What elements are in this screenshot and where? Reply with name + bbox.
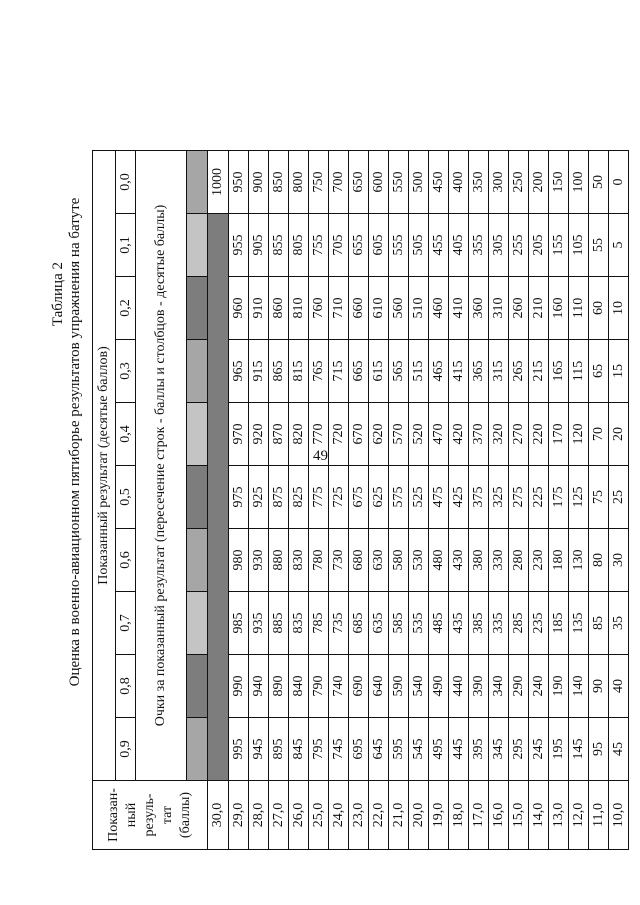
points-cell: 745 xyxy=(329,718,349,781)
points-cell: 940 xyxy=(249,655,269,718)
points-cell: 655 xyxy=(349,214,369,277)
result-cell: 25,0 xyxy=(309,781,329,850)
table-row xyxy=(309,151,329,850)
points-cell: 580 xyxy=(389,529,409,592)
points-cell: 355 xyxy=(469,214,489,277)
points-cell: 415 xyxy=(449,340,469,403)
result-cell: 15,0 xyxy=(509,781,529,850)
points-cell: 85 xyxy=(589,592,609,655)
points-cell: 480 xyxy=(429,529,449,592)
points-cell: 645 xyxy=(369,718,389,781)
points-cell: 295 xyxy=(509,718,529,781)
points-cell: 650 xyxy=(349,151,369,214)
rotated-table-page xyxy=(48,32,638,852)
points-cell: 500 xyxy=(409,151,429,214)
tenths-header-cell: 0,1 xyxy=(116,214,136,277)
points-cell: 455 xyxy=(429,214,449,277)
points-cell: 400 xyxy=(449,151,469,214)
points-cell: 545 xyxy=(409,718,429,781)
points-cell: 300 xyxy=(489,151,509,214)
table-label: Таблица 2 xyxy=(50,262,66,327)
points-cell: 870 xyxy=(269,403,289,466)
tenths-header-cell: 0,6 xyxy=(116,529,136,592)
shaded-cell xyxy=(187,655,208,718)
shaded-cell xyxy=(187,718,208,781)
points-cell: 820 xyxy=(289,403,309,466)
points-cell: 985 xyxy=(229,592,249,655)
points-cell: 120 xyxy=(569,403,589,466)
points-cell: 25 xyxy=(609,466,629,529)
points-cell: 135 xyxy=(569,592,589,655)
points-cell: 705 xyxy=(329,214,349,277)
tenths-header-cell: 0,8 xyxy=(116,655,136,718)
tenths-header-cell: 0,5 xyxy=(116,466,136,529)
points-cell: 535 xyxy=(409,592,429,655)
points-cell: 730 xyxy=(329,529,349,592)
points-cell: 405 xyxy=(449,214,469,277)
result-column-header xyxy=(93,781,208,850)
table-row xyxy=(449,151,469,850)
points-cell: 445 xyxy=(449,718,469,781)
points-cell: 700 xyxy=(329,151,349,214)
points-cell: 760 xyxy=(309,277,329,340)
points-cell: 20 xyxy=(609,403,629,466)
points-cell: 470 xyxy=(429,403,449,466)
points-cell: 495 xyxy=(429,718,449,781)
table-row xyxy=(469,151,489,850)
points-cell: 55 xyxy=(589,214,609,277)
points-cell: 475 xyxy=(429,466,449,529)
result-cell: 30,0 xyxy=(208,781,229,850)
points-cell: 375 xyxy=(469,466,489,529)
points-cell: 635 xyxy=(369,592,389,655)
table-row xyxy=(249,151,269,850)
corner-header-line: (баллы) xyxy=(178,791,193,839)
points-cell: 275 xyxy=(509,466,529,529)
result-cell: 19,0 xyxy=(429,781,449,850)
points-cell: 755 xyxy=(309,214,329,277)
points-cell: 235 xyxy=(529,592,549,655)
table-row xyxy=(569,151,589,850)
points-cell: 315 xyxy=(489,340,509,403)
points-cell: 105 xyxy=(569,214,589,277)
points-cell: 385 xyxy=(469,592,489,655)
points-cell: 815 xyxy=(289,340,309,403)
points-cell: 915 xyxy=(249,340,269,403)
points-cell: 100 xyxy=(569,151,589,214)
points-cell: 520 xyxy=(409,403,429,466)
points-cell: 65 xyxy=(589,340,609,403)
result-cell: 24,0 xyxy=(329,781,349,850)
points-cell: 770 xyxy=(309,403,329,466)
points-cell: 980 xyxy=(229,529,249,592)
points-cell: 1000 xyxy=(208,151,229,214)
result-cell: 22,0 xyxy=(369,781,389,850)
tenths-header-cell: 0,2 xyxy=(116,277,136,340)
points-cell: 840 xyxy=(289,655,309,718)
points-cell: 350 xyxy=(469,151,489,214)
points-cell: 805 xyxy=(289,214,309,277)
result-cell: 11,0 xyxy=(589,781,609,850)
points-cell: 395 xyxy=(469,718,489,781)
points-cell: 365 xyxy=(469,340,489,403)
table-row xyxy=(409,151,429,850)
points-cell: 930 xyxy=(249,529,269,592)
points-cell: 795 xyxy=(309,718,329,781)
points-cell: 305 xyxy=(489,214,509,277)
table-caption: Оценка в военно-авиационном пятиборье результатов упражнения на батуте xyxy=(67,197,83,687)
points-cell: 640 xyxy=(369,655,389,718)
points-cell: 990 xyxy=(229,655,249,718)
points-cell: 240 xyxy=(529,655,549,718)
points-cell: 225 xyxy=(529,466,549,529)
points-cell: 790 xyxy=(309,655,329,718)
points-cell: 70 xyxy=(589,403,609,466)
points-cell: 80 xyxy=(589,529,609,592)
points-cell: 935 xyxy=(249,592,269,655)
shaded-cell xyxy=(208,214,229,781)
points-cell: 910 xyxy=(249,277,269,340)
result-cell: 29,0 xyxy=(229,781,249,850)
points-cell: 620 xyxy=(369,403,389,466)
corner-header-line: ный резуль- xyxy=(124,793,157,837)
points-cell: 260 xyxy=(509,277,529,340)
points-cell: 110 xyxy=(569,277,589,340)
points-cell: 855 xyxy=(269,214,289,277)
points-cell: 920 xyxy=(249,403,269,466)
points-cell: 530 xyxy=(409,529,429,592)
points-cell: 50 xyxy=(589,151,609,214)
table-row xyxy=(369,151,389,850)
points-cell: 30 xyxy=(609,529,629,592)
points-cell: 950 xyxy=(229,151,249,214)
result-cell: 26,0 xyxy=(289,781,309,850)
points-cell: 230 xyxy=(529,529,549,592)
points-cell: 485 xyxy=(429,592,449,655)
points-cell: 115 xyxy=(569,340,589,403)
shaded-cell xyxy=(187,340,208,403)
points-cell: 185 xyxy=(549,592,569,655)
shaded-cell xyxy=(187,466,208,529)
points-cell: 625 xyxy=(369,466,389,529)
points-cell: 440 xyxy=(449,655,469,718)
table-row xyxy=(349,151,369,850)
tenths-header-row xyxy=(116,151,136,850)
points-cell: 360 xyxy=(469,277,489,340)
points-cell: 810 xyxy=(289,277,309,340)
points-cell: 560 xyxy=(389,277,409,340)
result-cell: 10,0 xyxy=(609,781,629,850)
points-cell: 60 xyxy=(589,277,609,340)
points-cell: 465 xyxy=(429,340,449,403)
points-cell: 600 xyxy=(369,151,389,214)
points-cell: 780 xyxy=(309,529,329,592)
points-cell: 435 xyxy=(449,592,469,655)
points-cell: 190 xyxy=(549,655,569,718)
result-cell: 27,0 xyxy=(269,781,289,850)
points-cell: 205 xyxy=(529,214,549,277)
points-cell: 280 xyxy=(509,529,529,592)
points-cell: 180 xyxy=(549,529,569,592)
table-row xyxy=(529,151,549,850)
points-cell: 775 xyxy=(309,466,329,529)
points-cell: 425 xyxy=(449,466,469,529)
points-cell: 880 xyxy=(269,529,289,592)
points-cell: 170 xyxy=(549,403,569,466)
points-cell: 925 xyxy=(249,466,269,529)
points-subheader: Очки за показанный результат (пересечение строк - баллы и столбцов - десятые баллы) xyxy=(136,151,187,781)
points-cell: 140 xyxy=(569,655,589,718)
points-cell: 965 xyxy=(229,340,249,403)
result-cell: 16,0 xyxy=(489,781,509,850)
points-cell: 720 xyxy=(329,403,349,466)
points-cell: 575 xyxy=(389,466,409,529)
points-cell: 610 xyxy=(369,277,389,340)
points-cell: 250 xyxy=(509,151,529,214)
shaded-cell xyxy=(187,403,208,466)
corner-header-line: тат xyxy=(160,805,175,825)
points-cell: 905 xyxy=(249,214,269,277)
points-cell: 175 xyxy=(549,466,569,529)
table-row xyxy=(229,151,249,850)
points-cell: 570 xyxy=(389,403,409,466)
shaded-cell xyxy=(187,151,208,214)
score-table xyxy=(92,150,629,850)
points-cell: 165 xyxy=(549,340,569,403)
points-cell: 670 xyxy=(349,403,369,466)
table-row xyxy=(609,151,629,850)
points-cell: 505 xyxy=(409,214,429,277)
points-cell: 710 xyxy=(329,277,349,340)
points-cell: 450 xyxy=(429,151,449,214)
shaded-cell xyxy=(187,214,208,277)
points-cell: 290 xyxy=(509,655,529,718)
points-cell: 340 xyxy=(489,655,509,718)
table-row xyxy=(429,151,449,850)
points-cell: 585 xyxy=(389,592,409,655)
result-cell: 23,0 xyxy=(349,781,369,850)
tenths-header-cell: 0,7 xyxy=(116,592,136,655)
result-cell: 17,0 xyxy=(469,781,489,850)
table-row xyxy=(289,151,309,850)
points-cell: 945 xyxy=(249,718,269,781)
points-cell: 410 xyxy=(449,277,469,340)
points-cell: 605 xyxy=(369,214,389,277)
points-cell: 220 xyxy=(529,403,549,466)
points-cell: 995 xyxy=(229,718,249,781)
points-cell: 845 xyxy=(289,718,309,781)
points-cell: 380 xyxy=(469,529,489,592)
shaded-cell xyxy=(187,529,208,592)
result-cell: 14,0 xyxy=(529,781,549,850)
points-cell: 550 xyxy=(389,151,409,214)
points-cell: 330 xyxy=(489,529,509,592)
points-cell: 255 xyxy=(509,214,529,277)
points-cell: 565 xyxy=(389,340,409,403)
points-cell: 525 xyxy=(409,466,429,529)
points-cell: 835 xyxy=(289,592,309,655)
shaded-cell xyxy=(187,592,208,655)
points-cell: 515 xyxy=(409,340,429,403)
points-cell: 690 xyxy=(349,655,369,718)
points-cell: 660 xyxy=(349,277,369,340)
points-cell: 35 xyxy=(609,592,629,655)
points-cell: 970 xyxy=(229,403,249,466)
points-cell: 10 xyxy=(609,277,629,340)
result-cell: 12,0 xyxy=(569,781,589,850)
points-cell: 210 xyxy=(529,277,549,340)
points-cell: 540 xyxy=(409,655,429,718)
tenths-header-cell: 0,9 xyxy=(116,718,136,781)
points-cell: 130 xyxy=(569,529,589,592)
points-cell: 370 xyxy=(469,403,489,466)
points-cell: 490 xyxy=(429,655,449,718)
points-cell: 675 xyxy=(349,466,369,529)
points-cell: 875 xyxy=(269,466,289,529)
points-cell: 195 xyxy=(549,718,569,781)
points-cell: 860 xyxy=(269,277,289,340)
points-cell: 0 xyxy=(609,151,629,214)
points-cell: 155 xyxy=(549,214,569,277)
points-cell: 890 xyxy=(269,655,289,718)
points-cell: 430 xyxy=(449,529,469,592)
points-cell: 895 xyxy=(269,718,289,781)
points-cell: 735 xyxy=(329,592,349,655)
points-cell: 215 xyxy=(529,340,549,403)
points-cell: 865 xyxy=(269,340,289,403)
points-cell: 665 xyxy=(349,340,369,403)
result-cell: 20,0 xyxy=(409,781,429,850)
points-cell: 150 xyxy=(549,151,569,214)
points-cell: 125 xyxy=(569,466,589,529)
points-cell: 595 xyxy=(389,718,409,781)
page-number: 49 xyxy=(313,448,328,464)
table-row xyxy=(389,151,409,850)
points-cell: 5 xyxy=(609,214,629,277)
points-cell: 975 xyxy=(229,466,249,529)
points-cell: 785 xyxy=(309,592,329,655)
points-cell: 285 xyxy=(509,592,529,655)
points-cell: 750 xyxy=(309,151,329,214)
points-cell: 685 xyxy=(349,592,369,655)
points-cell: 740 xyxy=(329,655,349,718)
points-cell: 15 xyxy=(609,340,629,403)
points-cell: 850 xyxy=(269,151,289,214)
points-cell: 160 xyxy=(549,277,569,340)
points-cell: 825 xyxy=(289,466,309,529)
shaded-row xyxy=(187,151,208,850)
points-cell: 200 xyxy=(529,151,549,214)
table-row xyxy=(489,151,509,850)
points-cell: 615 xyxy=(369,340,389,403)
points-cell: 460 xyxy=(429,277,449,340)
points-cell: 320 xyxy=(489,403,509,466)
points-cell: 335 xyxy=(489,592,509,655)
points-cell: 800 xyxy=(289,151,309,214)
header-band-row xyxy=(93,151,116,850)
tenths-header-cell: 0,3 xyxy=(116,340,136,403)
table-row xyxy=(509,151,529,850)
table-row xyxy=(329,151,349,850)
points-cell: 40 xyxy=(609,655,629,718)
tenths-band-header: Показанный результат (десятые баллов) xyxy=(93,151,116,781)
points-cell: 555 xyxy=(389,214,409,277)
points-cell: 75 xyxy=(589,466,609,529)
points-cell: 310 xyxy=(489,277,509,340)
points-cell: 90 xyxy=(589,655,609,718)
corner-header-line: Показан- xyxy=(106,788,121,842)
tenths-header-cell: 0,4 xyxy=(116,403,136,466)
points-cell: 590 xyxy=(389,655,409,718)
points-cell: 725 xyxy=(329,466,349,529)
points-cell: 900 xyxy=(249,151,269,214)
result-cell: 28,0 xyxy=(249,781,269,850)
points-cell: 145 xyxy=(569,718,589,781)
table-row xyxy=(549,151,569,850)
points-cell: 390 xyxy=(469,655,489,718)
result-cell: 13,0 xyxy=(549,781,569,850)
points-cell: 960 xyxy=(229,277,249,340)
points-cell: 265 xyxy=(509,340,529,403)
table-row xyxy=(208,151,229,850)
points-cell: 630 xyxy=(369,529,389,592)
points-cell: 270 xyxy=(509,403,529,466)
points-cell: 95 xyxy=(589,718,609,781)
points-cell: 715 xyxy=(329,340,349,403)
points-cell: 325 xyxy=(489,466,509,529)
result-cell: 18,0 xyxy=(449,781,469,850)
points-cell: 245 xyxy=(529,718,549,781)
points-cell: 420 xyxy=(449,403,469,466)
points-cell: 45 xyxy=(609,718,629,781)
tenths-header-cell: 0,0 xyxy=(116,151,136,214)
points-cell: 680 xyxy=(349,529,369,592)
result-cell: 21,0 xyxy=(389,781,409,850)
points-cell: 830 xyxy=(289,529,309,592)
table-row xyxy=(589,151,609,850)
table-row xyxy=(269,151,289,850)
points-cell: 765 xyxy=(309,340,329,403)
points-cell: 345 xyxy=(489,718,509,781)
points-cell: 695 xyxy=(349,718,369,781)
points-cell: 510 xyxy=(409,277,429,340)
points-cell: 955 xyxy=(229,214,249,277)
points-cell: 885 xyxy=(269,592,289,655)
shaded-cell xyxy=(187,277,208,340)
subheader-row xyxy=(136,151,187,850)
